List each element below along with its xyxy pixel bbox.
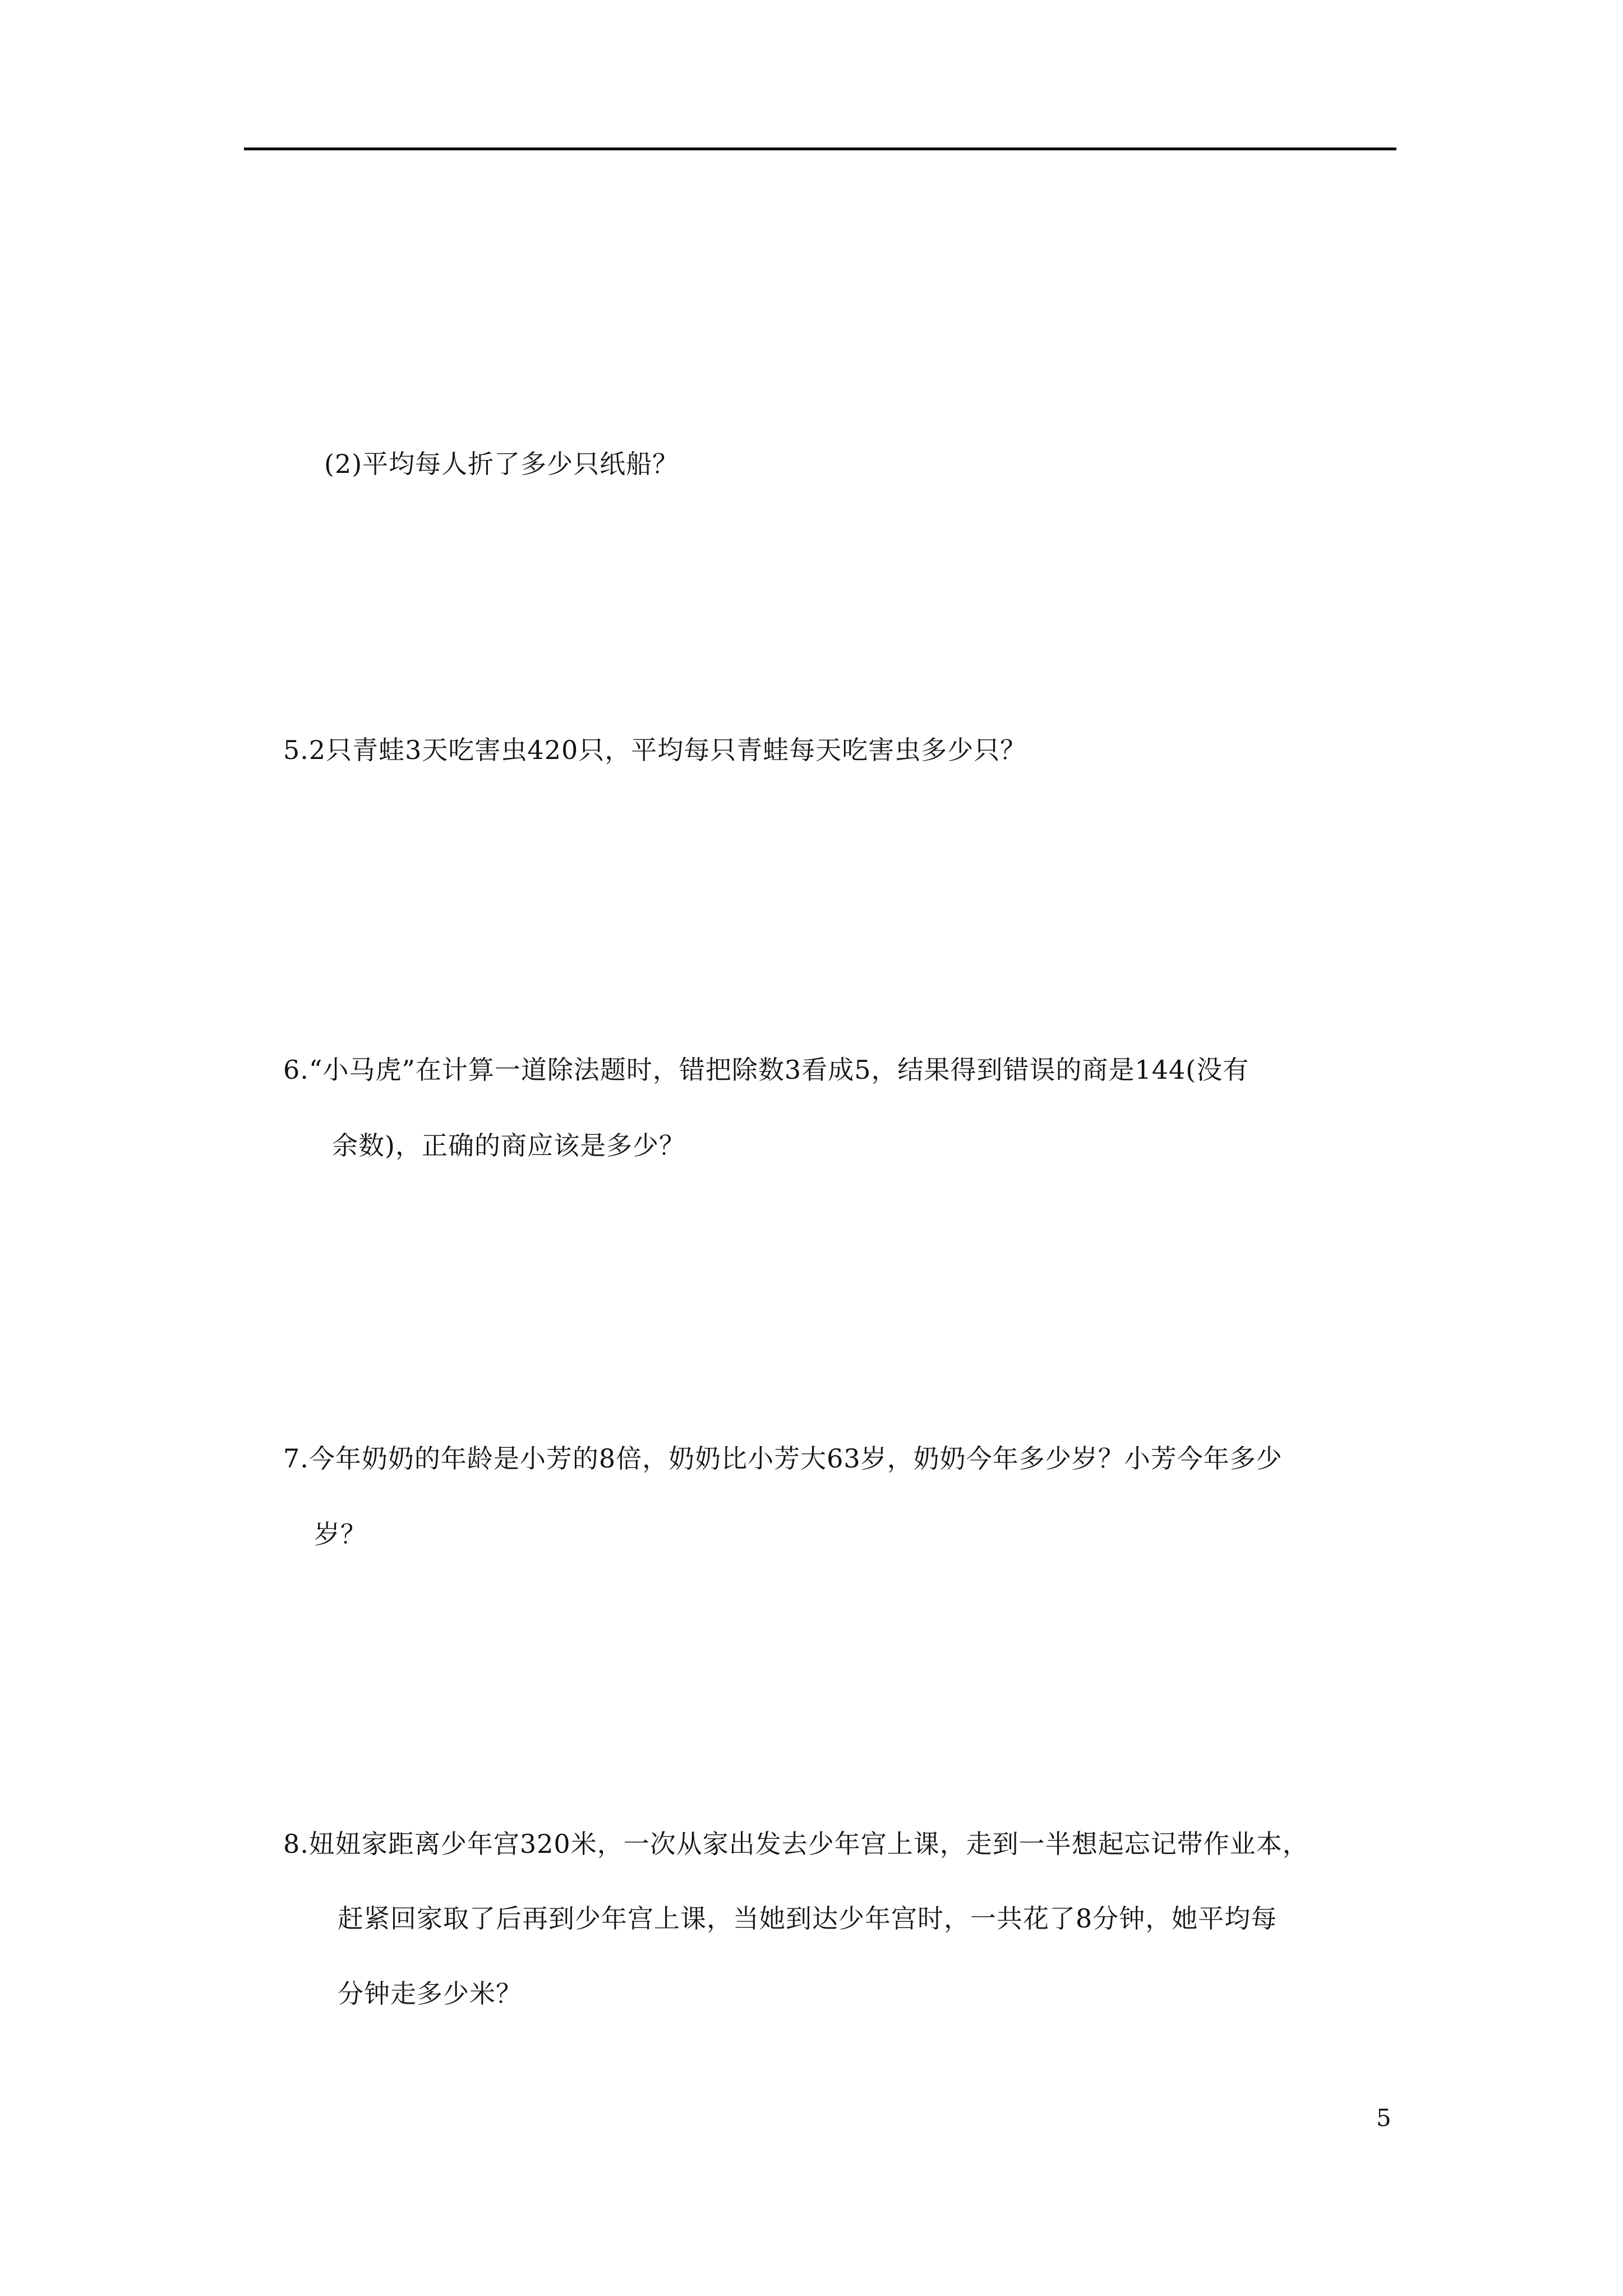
- question-6-line-2: 余数)，正确的商应该是多少？: [332, 1130, 685, 1161]
- question-8-line-3: 分钟走多少米？: [338, 1978, 522, 2009]
- question-4-part-2: (2)平均每人折了多少只纸船？: [324, 449, 679, 479]
- question-7-line-1: 7.今年奶奶的年龄是小芳的8倍，奶奶比小芳大63岁，奶奶今年多少岁？小芳今年多少: [283, 1443, 1283, 1474]
- question-5: 5.2只青蛙3天吃害虫420只，平均每只青蛙每天吃害虫多少只？: [283, 735, 1027, 765]
- question-6-line-1: 6.“小马虎”在计算一道除法题时，错把除数3看成5，结果得到错误的商是144(没有: [283, 1055, 1249, 1085]
- header-rule: [244, 148, 1396, 150]
- question-8-line-2: 赶紧回家取了后再到少年宫上课，当她到达少年宫时，一共花了8分钟，她平均每: [338, 1903, 1278, 1934]
- question-7-line-2: 岁？: [314, 1519, 367, 1549]
- question-8-line-1: 8.妞妞家距离少年宫320米，一次从家出发去少年宫上课，走到一半想起忘记带作业本，: [283, 1829, 1309, 1859]
- page-number: 5: [1376, 2104, 1391, 2132]
